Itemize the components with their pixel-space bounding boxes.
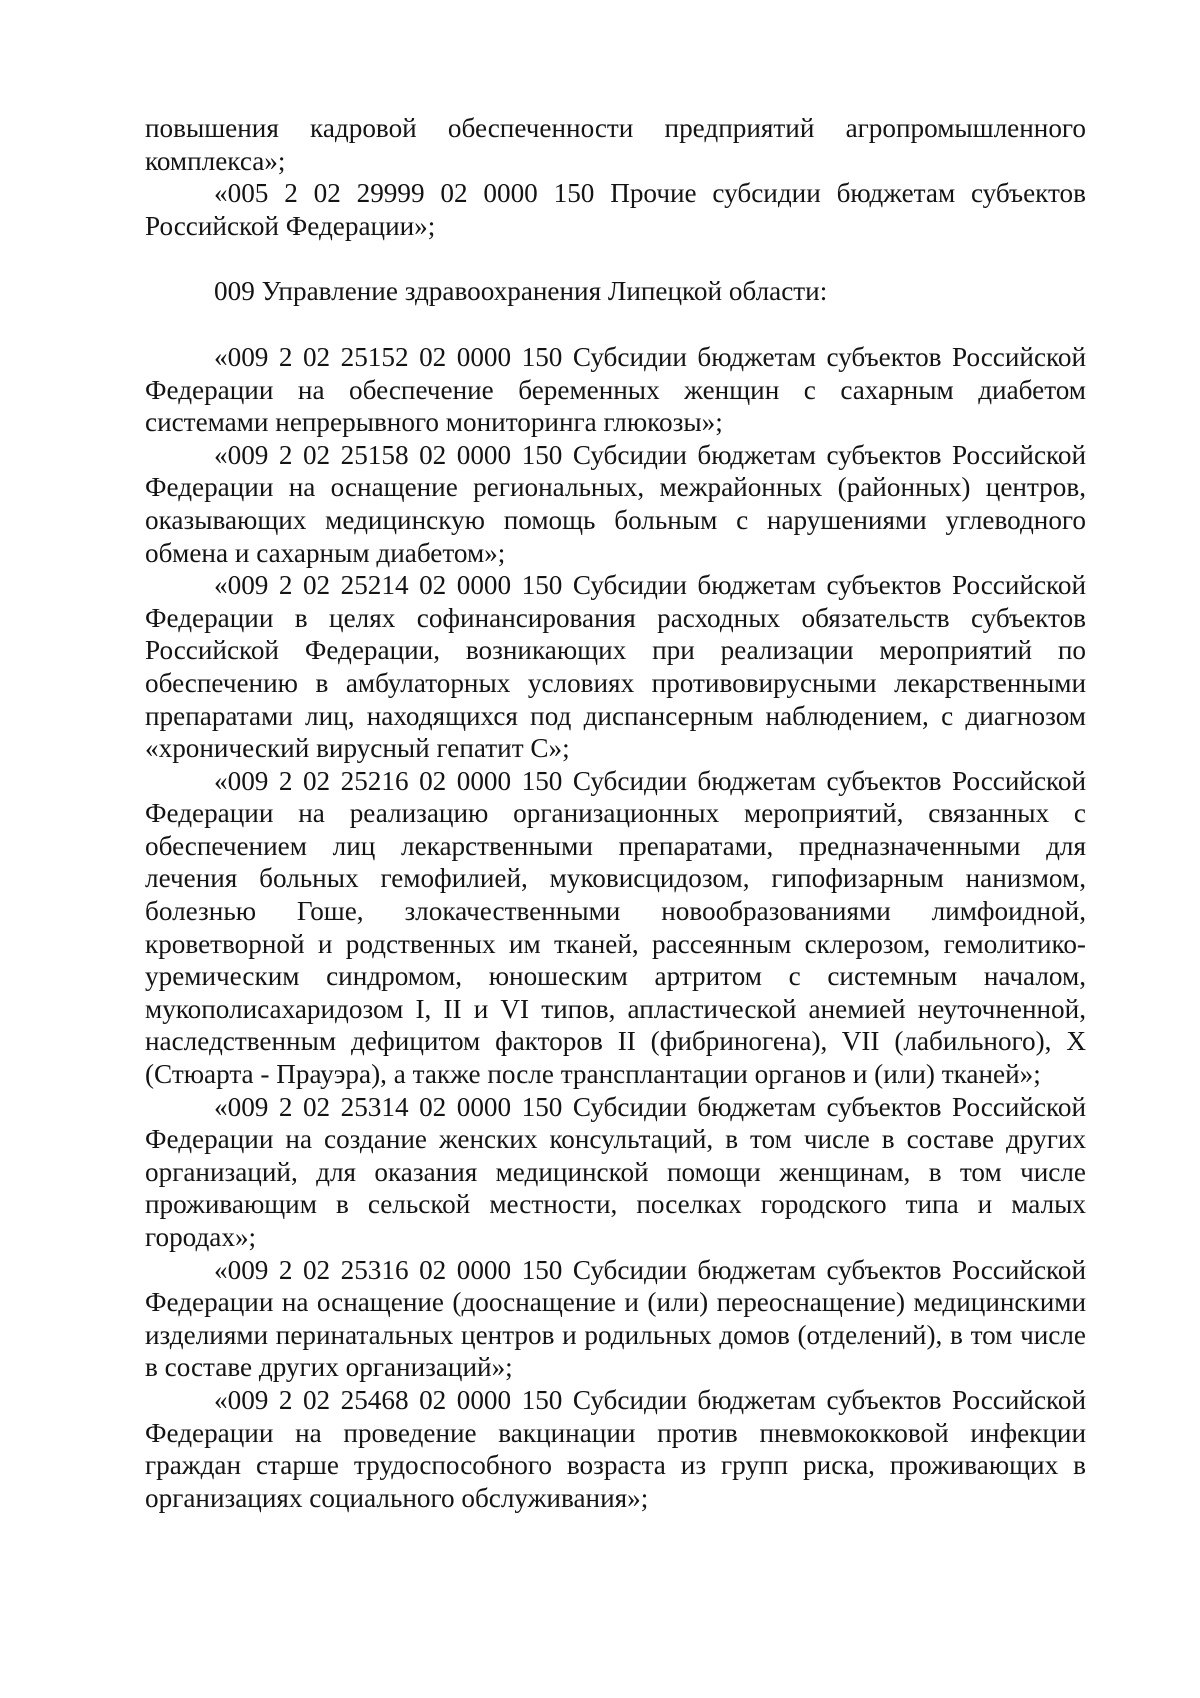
entry-paragraph: «009 2 02 25468 02 0000 150 Субсидии бюджетам субъектов Российской Федерации на проведение вакцинации против пневмококковой инфекции граждан старше трудоспособного возраста из групп риска, проживающих в организациях социального обслуживания»;: [145, 1384, 1086, 1513]
entry-paragraph: «009 2 02 25152 02 0000 150 Субсидии бюджетам субъектов Российской Федерации на обеспечение беременных женщин с сахарным диабетом системами непрерывного мониторинга глюкозы»;: [145, 341, 1086, 438]
entry-paragraph: «009 2 02 25216 02 0000 150 Субсидии бюджетам субъектов Российской Федерации на реализацию организационных мероприятий, связанных с обеспечением лиц лекарственными препаратами, предназначенными для лечения больных гемофилией, муковисцидозом, гипофизарным нанизмом, болезнью Гоше, злокачественными новообразованиями лимфоидной, кроветворной и родственных им тканей, рассеянным склерозом, гемолитико-уремическим синдромом, юношеским артритом с системным началом, мукополисахаридозом I, II и VI типов, апластической анемией неуточненной, наследственным дефицитом факторов II (фибриногена), VII (лабильного), X (Стюарта - Прауэра), а также после трансплантации органов и (или) тканей»;: [145, 765, 1086, 1090]
entry-paragraph: «009 2 02 25316 02 0000 150 Субсидии бюджетам субъектов Российской Федерации на оснащение (дооснащение и (или) переоснащение) медицинскими изделиями перинатальных центров и родильных домов (отделений), в том числе в составе других организаций»;: [145, 1254, 1086, 1383]
intro-continuation-paragraph: повышения кадровой обеспеченности предприятий агропромышленного комплекса»;: [145, 113, 1086, 176]
entry-paragraph: «009 2 02 25314 02 0000 150 Субсидии бюджетам субъектов Российской Федерации на создание женских консультаций, в том числе в составе других организаций, для оказания медицинской помощи женщинам, в том числе проживающим в сельской местности, поселках городского типа и малых городах»;: [145, 1091, 1086, 1252]
document-body: [145, 112, 1086, 1514]
entry-paragraph: «009 2 02 25158 02 0000 150 Субсидии бюджетам субъектов Российской Федерации на оснащение региональных, межрайонных (районных) центров, оказывающих медицинскую помощь больным с нарушениями углеводного обмена и сахарным диабетом»;: [145, 439, 1086, 568]
section-heading: 009 Управление здравоохранения Липецкой области:: [214, 276, 828, 307]
entry-paragraph: «009 2 02 25214 02 0000 150 Субсидии бюджетам субъектов Российской Федерации в целях софинансирования расходных обязательств субъектов Российской Федерации, возникающих при реализации мероприятий по обеспечению в амбулаторных условиях противовирусными лекарственными препаратами лиц, находящихся под диспансерным наблюдением, с диагнозом «хронический вирусный гепатит С»;: [145, 570, 1086, 764]
entry-005-paragraph: «005 2 02 29999 02 0000 150 Прочие субсидии бюджетам субъектов Российской Федерации»;: [145, 178, 1086, 241]
